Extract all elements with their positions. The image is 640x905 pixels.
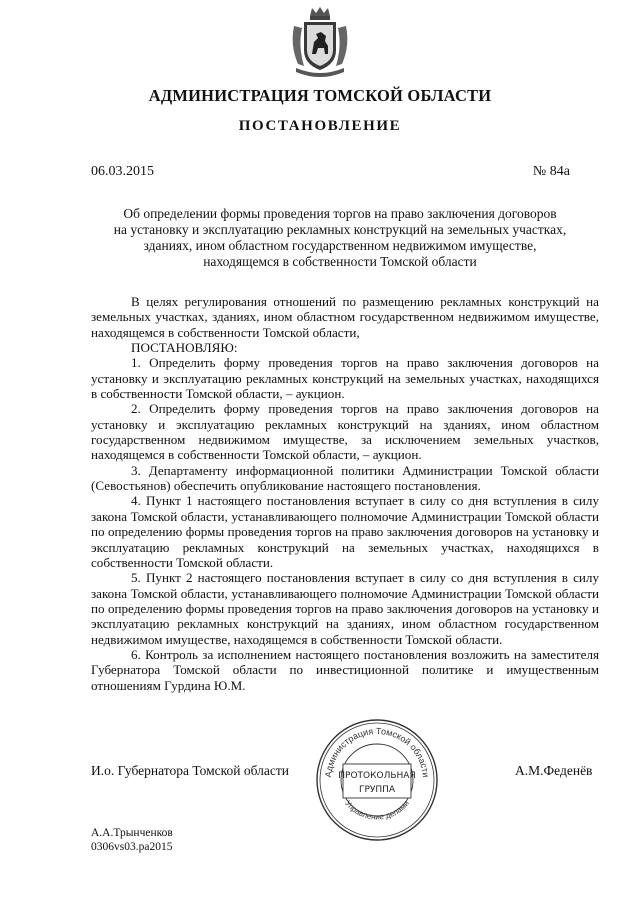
executor-block xyxy=(91,826,173,854)
document-body xyxy=(91,294,599,693)
stamp-bottom-text: Управление делами xyxy=(343,798,411,822)
document-code: 0306vs03.pa2015 xyxy=(91,841,173,853)
subject-line: на установку и эксплуатацию рекламных конструкций на земельных участках, xyxy=(113,222,567,237)
decree-item: 5. Пункт 2 настоящего постановления вступает в силу со дня вступления в силу закона Томской области, устанавливающего полномочие Администрации Томской области по определению формы проведения торгов на право заключения договоров на установку и эксплуатацию рекламных конструкций на зданиях, ином областном государственном недвижимом имуществе, находящемся в собственности Томской области. xyxy=(91,570,599,647)
stamp-outer-text: Администрация Томской области xyxy=(323,725,431,778)
executor-name: А.А.Трынченков xyxy=(91,827,173,839)
signatory-name: А.М.Феденёв xyxy=(515,763,593,778)
subject-line: Об определении формы проведения торгов на право заключения договоров xyxy=(123,206,557,221)
decree-item: 1. Определить форму проведения торгов на право заключения договоров на установку и эксплуатацию рекламных конструкций на земельных участках, находящихся в собственности Томской области, – аукцион. xyxy=(91,355,599,402)
decree-word: ПОСТАНОВЛЯЮ: xyxy=(131,340,238,356)
stamp-center-line2: ГРУППА xyxy=(358,785,396,795)
document-subject xyxy=(100,206,580,270)
document-date: 06.03.2015 xyxy=(91,164,154,179)
subject-line: зданиях, ином областном государственном недвижимом имуществе, xyxy=(143,238,537,253)
stamp-center-line1: ПРОТОКОЛЬНАЯ xyxy=(338,771,416,781)
document-type: ПОСТАНОВЛЕНИЕ xyxy=(238,118,402,134)
preamble: В целях регулирования отношений по размещению рекламных конструкций на земельных участках, зданиях, ином областном государственном недвижимом имуществе, находящемся в собственности Томской области, xyxy=(91,294,599,340)
organization-title: АДМИНИСТРАЦИЯ ТОМСКОЙ ОБЛАСТИ xyxy=(148,86,492,105)
signatory-position: И.о. Губернатора Томской области xyxy=(91,763,289,778)
decree-item: 2. Определить форму проведения торгов на право заключения договоров на установку и эксплуатацию рекламных конструкций на зданиях, ином областном государственном недвижимом имуществе, за исключением земельных участков, находящемся в собственности Томской области, – аукцион. xyxy=(91,401,599,463)
decree-item: 4. Пункт 1 настоящего постановления вступает в силу со дня вступления в силу закона Томской области, устанавливающего полномочие Администрации Томской области по определению формы проведения торгов на право заключения договоров на установку и эксплуатацию рекламных конструкций на земельных участках, находящихся в собственности Томской области. xyxy=(91,493,599,570)
subject-line: находящемся в собственности Томской области xyxy=(203,254,477,269)
decree-item: 3. Департаменту информационной политики Администрации Томской области (Севостьянов) обеспечить опубликование настоящего постановления. xyxy=(91,462,599,494)
official-stamp xyxy=(313,716,441,844)
coat-of-arms-icon xyxy=(288,6,352,78)
decree-item: 6. Контроль за исполнением настоящего постановления возложить на заместителя Губернатора Томской области по инвестиционной политике и имущественным отношениям Гурдина Ю.М. xyxy=(91,646,599,693)
document-number: № 84а xyxy=(532,164,570,179)
